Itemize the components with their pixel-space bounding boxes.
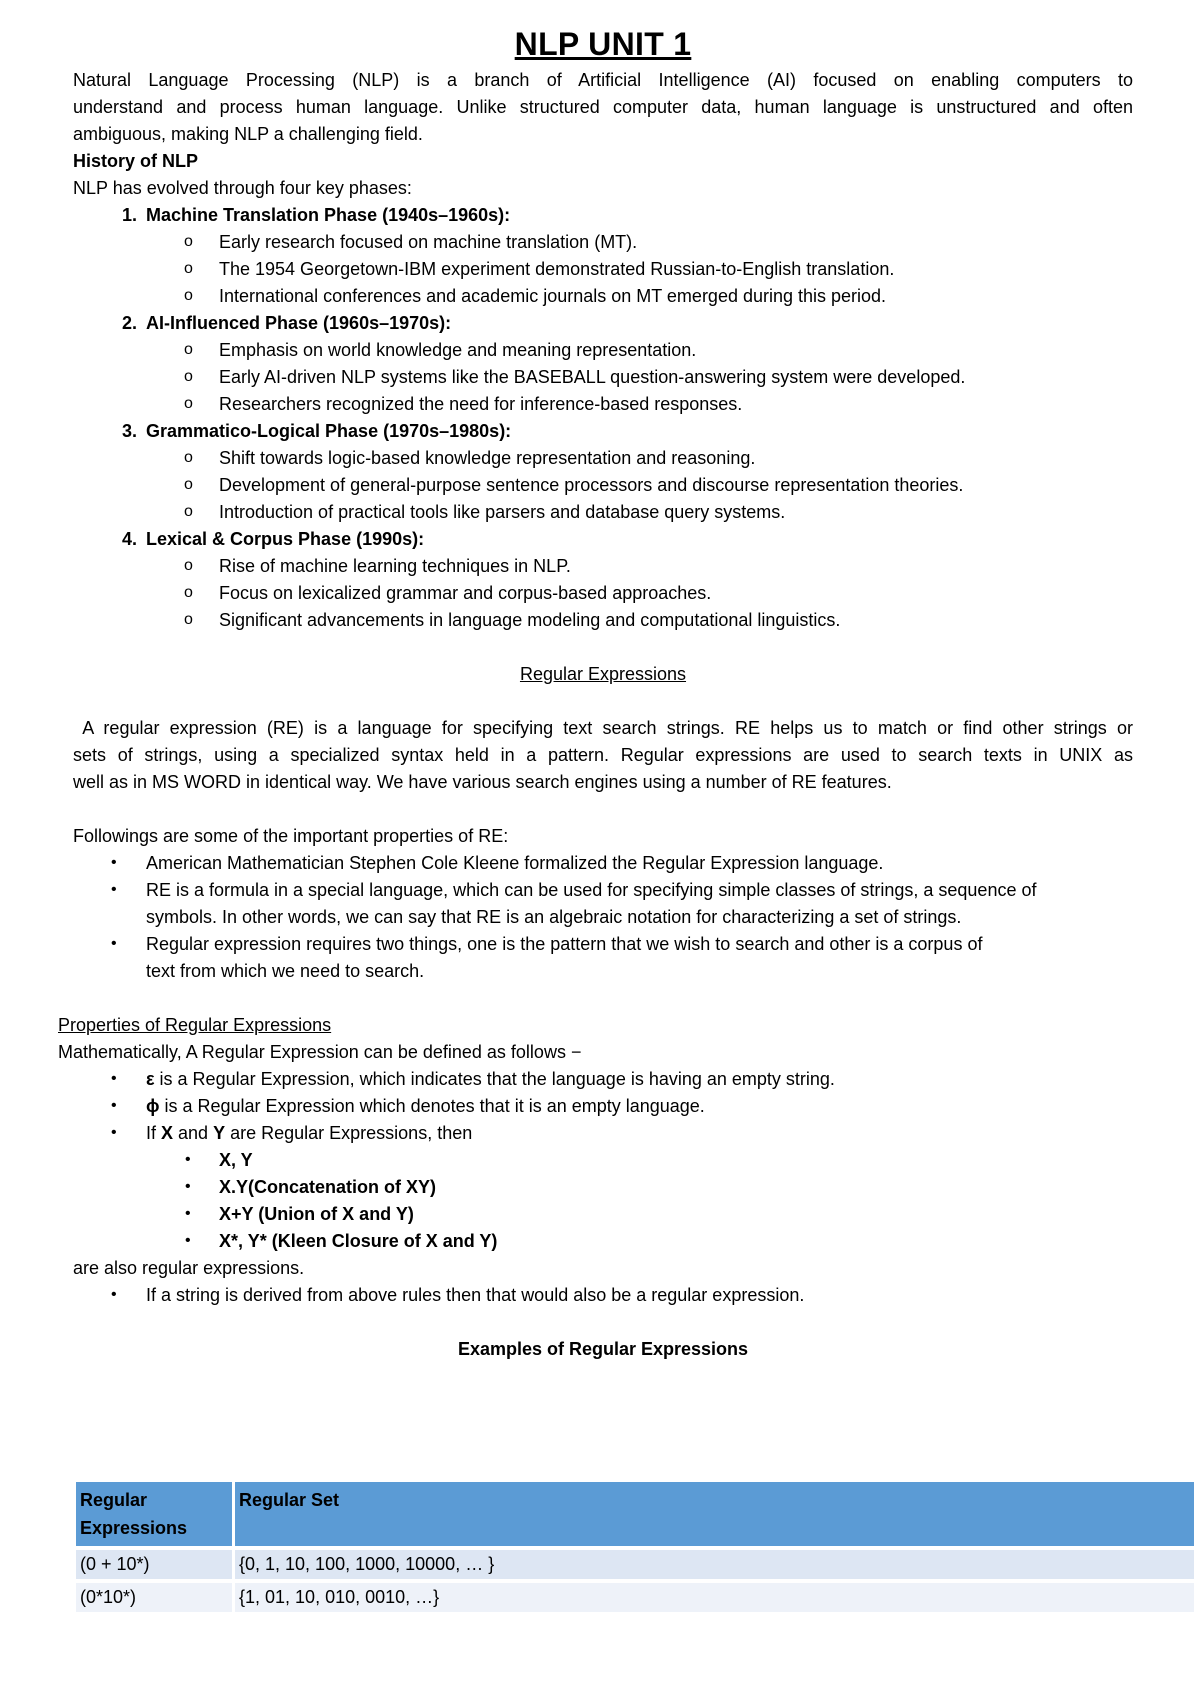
intro-line-3: ambiguous, making NLP a challenging field. [73,124,423,144]
history-lead: NLP has evolved through four key phases: [73,178,412,198]
property-xy [146,1121,472,1145]
phase-3-point-3: Introduction of practical tools like parsers and database query systems. [219,502,786,522]
regex-para-line-2: sets of strings, using a specialized syntax held in a pattern. Regular expressions are used to search texts in UNIX as [73,745,1133,765]
regex-prop-3-line-2: text from which we need to search. [146,961,425,981]
phase-2-point-2: Early AI-driven NLP systems like the BASEBALL question-answering system were developed. [219,367,966,387]
property-epsilon-text: is a Regular Expression, which indicates that the language is having an empty string. [154,1069,835,1089]
open-bullet-icon: o [184,395,193,412]
open-bullet-icon: o [184,557,193,574]
open-bullet-icon: o [184,449,193,466]
bullet-icon: • [111,935,117,952]
sub-rule-3: X+Y (Union of X and Y) [219,1204,414,1224]
phase-2-point-3: Researchers recognized the need for inference-based responses. [219,394,743,414]
phase-2-number: 2. [121,313,137,333]
phase-4-title: Lexical & Corpus Phase (1990s): [146,529,425,549]
open-bullet-icon: o [184,260,193,277]
phase-4-number: 4. [121,529,137,549]
regex-prop-2-line-2: symbols. In other words, we can say that RE is an algebraic notation for characterizing a set of strings. [146,907,962,927]
open-bullet-icon: o [184,341,193,358]
history-heading: History of NLP [73,151,199,171]
phase-1-point-1: Early research focused on machine translation (MT). [219,232,638,252]
symbol-y: Y [213,1123,226,1143]
regex-props-lead: Followings are some of the important properties of RE: [73,826,509,846]
sub-rule-4: X*, Y* (Kleen Closure of X and Y) [219,1231,498,1251]
properties-lead: Mathematically, A Regular Expression can be defined as follows − [58,1042,582,1062]
regex-prop-3-line-1: Regular expression requires two things, one is the pattern that we wish to search and other is a corpus of [146,934,983,954]
bullet-icon: • [111,1286,117,1303]
phase-1-point-3: International conferences and academic journals on MT emerged during this period. [219,286,887,306]
regex-prop-2-line-1: RE is a formula in a special language, which can be used for specifying simple classes of strings, a sequence of [146,880,1037,900]
bullet-icon: • [111,881,117,898]
bullet-icon: • [111,1070,117,1087]
bullet-icon: • [185,1151,191,1168]
table-cell: (0*10*) [76,1583,232,1612]
property-phi [146,1094,705,1118]
property-derived: If a string is derived from above rules then that would also be a regular expression. [146,1285,805,1305]
table-row [76,1550,1194,1579]
phase-2-point-1: Emphasis on world knowledge and meaning representation. [219,340,697,360]
sub-rule-1: X, Y [219,1150,253,1170]
properties-heading: Properties of Regular Expressions [58,1015,332,1035]
phase-3-point-2: Development of general-purpose sentence processors and discourse representation theories. [219,475,964,495]
properties-tail: are also regular expressions. [73,1258,305,1278]
sub-rule-2: X.Y(Concatenation of XY) [219,1177,437,1197]
table-header-set: Regular Set [235,1482,1194,1546]
phase-2-title: AI-Influenced Phase (1960s–1970s): [146,313,452,333]
bullet-icon: • [111,1124,117,1141]
phi-symbol: ϕ [146,1096,160,1116]
table-cell: {0, 1, 10, 100, 1000, 10000, … } [235,1550,1194,1579]
bullet-icon: • [185,1205,191,1222]
phase-4-point-3: Significant advancements in language modeling and computational linguistics. [219,610,841,630]
epsilon-symbol: ε [146,1069,155,1089]
examples-heading: Examples of Regular Expressions [457,1339,749,1359]
page-title: NLP UNIT 1 [514,26,692,62]
open-bullet-icon: o [184,476,193,493]
phase-4-point-2: Focus on lexicalized grammar and corpus-based approaches. [219,583,712,603]
regex-prop-1: American Mathematician Stephen Cole Kleene formalized the Regular Expression language. [146,853,884,873]
property-epsilon [146,1067,835,1091]
phase-1-number: 1. [121,205,137,225]
open-bullet-icon: o [184,368,193,385]
table-cell: {1, 01, 10, 010, 0010, …} [235,1583,1194,1612]
phase-3-point-1: Shift towards logic-based knowledge representation and reasoning. [219,448,756,468]
open-bullet-icon: o [184,503,193,520]
property-xy-pre: If [146,1123,162,1143]
property-xy-post: are Regular Expressions, then [225,1123,473,1143]
bullet-icon: • [111,1097,117,1114]
intro-line-2: understand and process human language. Unlike structured computer data, human language is unstructured and often [73,97,1133,117]
bullet-icon: • [111,854,117,871]
property-phi-text: is a Regular Expression which denotes that it is an empty language. [159,1096,705,1116]
bullet-icon: • [185,1178,191,1195]
intro-line-1: Natural Language Processing (NLP) is a branch of Artificial Intelligence (AI) focused on enabling computers to [73,70,1133,90]
examples-table [73,1478,1197,1616]
phase-3-number: 3. [121,421,137,441]
property-xy-mid: and [173,1123,214,1143]
symbol-x: X [161,1123,174,1143]
bullet-icon: • [185,1232,191,1249]
open-bullet-icon: o [184,287,193,304]
regex-para-line-1: A regular expression (RE) is a language for specifying text search strings. RE helps us to match or find other strings or [73,718,1133,738]
table-header-regex: Regular Expressions [76,1482,232,1546]
open-bullet-icon: o [184,233,193,250]
open-bullet-icon: o [184,584,193,601]
regex-heading: Regular Expressions [519,664,687,684]
phase-1-title: Machine Translation Phase (1940s–1960s): [146,205,511,225]
phase-1-point-2: The 1954 Georgetown-IBM experiment demonstrated Russian-to-English translation. [219,259,895,279]
regex-para-line-3: well as in MS WORD in identical way. We have various search engines using a number of RE features. [73,772,892,792]
open-bullet-icon: o [184,611,193,628]
table-row [76,1583,1194,1612]
phase-3-title: Grammatico-Logical Phase (1970s–1980s): [146,421,512,441]
table-cell: (0 + 10*) [76,1550,232,1579]
phase-4-point-1: Rise of machine learning techniques in NLP. [219,556,571,576]
